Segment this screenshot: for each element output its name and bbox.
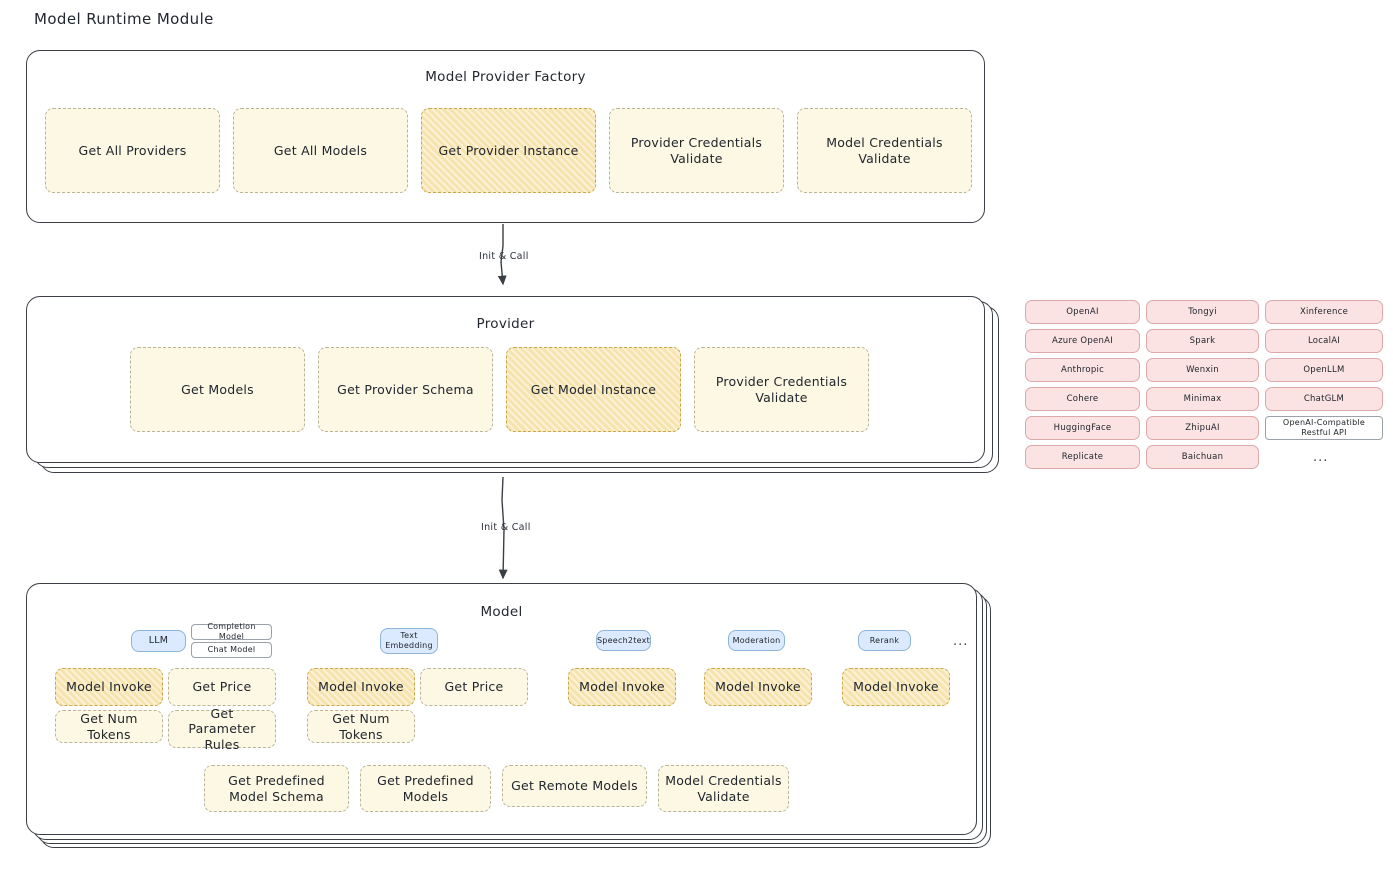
model-provider-factory-panel (26, 50, 985, 223)
provider-chip-azure-openai[interactable]: Azure OpenAI (1025, 329, 1140, 353)
model-op-llm-model-invoke[interactable]: Model Invoke (55, 668, 163, 706)
provider-node-get-models[interactable]: Get Models (130, 347, 305, 432)
provider-node-get-model-instance[interactable]: Get Model Instance (506, 347, 681, 432)
model-op-text-embedding-model-invoke[interactable]: Model Invoke (307, 668, 415, 706)
provider-chip-cohere[interactable]: Cohere (1025, 387, 1140, 411)
model-shared-op-model-credentials-validate[interactable]: Model Credentials Validate (658, 765, 789, 812)
provider-chip-minimax[interactable]: Minimax (1146, 387, 1259, 411)
model-op-text-embedding-get-price[interactable]: Get Price (420, 668, 528, 706)
provider-chip-anthropic[interactable]: Anthropic (1025, 358, 1140, 382)
provider-node-provider-credentials-validate[interactable]: Provider Credentials Validate (694, 347, 869, 432)
provider-panel (26, 296, 985, 463)
provider-chip-localai[interactable]: LocalAI (1265, 329, 1383, 353)
model-types-ellipsis: ... (953, 634, 969, 649)
provider-chip-openai[interactable]: OpenAI (1025, 300, 1140, 324)
model-shared-op-get-remote-models[interactable]: Get Remote Models (502, 765, 647, 807)
factory-node-model-credentials-validate[interactable]: Model Credentials Validate (797, 108, 972, 193)
provider-node-get-provider-schema[interactable]: Get Provider Schema (318, 347, 493, 432)
page-title: Model Runtime Module (34, 10, 214, 28)
provider-chip-wenxin[interactable]: Wenxin (1146, 358, 1259, 382)
factory-node-get-all-models[interactable]: Get All Models (233, 108, 408, 193)
model-op-moderation-model-invoke[interactable]: Model Invoke (704, 668, 812, 706)
model-type-llm-sub-chat-model[interactable]: Chat Model (191, 642, 272, 658)
model-op-llm-get-num-tokens[interactable]: Get Num Tokens (55, 710, 163, 743)
model-shared-op-get-predefined-model-schema[interactable]: Get Predefined Model Schema (204, 765, 349, 812)
model-op-speech2text-model-invoke[interactable]: Model Invoke (568, 668, 676, 706)
factory-title: Model Provider Factory (425, 69, 586, 85)
provider-chip-openai-compatible-restful-api[interactable]: OpenAI-Compatible Restful API (1265, 416, 1383, 440)
model-op-text-embedding-get-num-tokens[interactable]: Get Num Tokens (307, 710, 415, 743)
provider-chip-chatglm[interactable]: ChatGLM (1265, 387, 1383, 411)
provider-title: Provider (476, 316, 535, 332)
arrow-label-provider-to-model: Init & Call (481, 522, 531, 533)
model-title: Model (480, 604, 523, 620)
provider-chip-baichuan[interactable]: Baichuan (1146, 445, 1259, 469)
model-panel (26, 583, 977, 835)
provider-list (1025, 300, 1385, 480)
factory-node-get-all-providers[interactable]: Get All Providers (45, 108, 220, 193)
arrow-label-factory-to-provider: Init & Call (479, 251, 529, 262)
model-type-text-embedding[interactable]: Text Embedding (380, 628, 438, 654)
provider-chip-zhipuai[interactable]: ZhipuAI (1146, 416, 1259, 440)
factory-node-provider-credentials-validate[interactable]: Provider Credentials Validate (609, 108, 784, 193)
provider-list-ellipsis: ... (1313, 450, 1329, 465)
model-type-rerank[interactable]: Rerank (858, 630, 911, 651)
factory-node-get-provider-instance[interactable]: Get Provider Instance (421, 108, 596, 193)
provider-chip-tongyi[interactable]: Tongyi (1146, 300, 1259, 324)
model-op-llm-get-price[interactable]: Get Price (168, 668, 276, 706)
model-op-llm-get-parameter-rules[interactable]: Get Parameter Rules (168, 710, 276, 748)
model-type-moderation[interactable]: Moderation (728, 630, 785, 651)
model-type-llm[interactable]: LLM (131, 630, 186, 652)
provider-chip-spark[interactable]: Spark (1146, 329, 1259, 353)
model-shared-op-get-predefined-models[interactable]: Get Predefined Models (360, 765, 491, 812)
provider-chip-replicate[interactable]: Replicate (1025, 445, 1140, 469)
provider-chip-xinference[interactable]: Xinference (1265, 300, 1383, 324)
model-type-speech2text[interactable]: Speech2text (596, 630, 651, 651)
model-type-llm-sub-completion-model[interactable]: Completion Model (191, 624, 272, 640)
provider-chip-huggingface[interactable]: HuggingFace (1025, 416, 1140, 440)
model-op-rerank-model-invoke[interactable]: Model Invoke (842, 668, 950, 706)
provider-chip-openllm[interactable]: OpenLLM (1265, 358, 1383, 382)
